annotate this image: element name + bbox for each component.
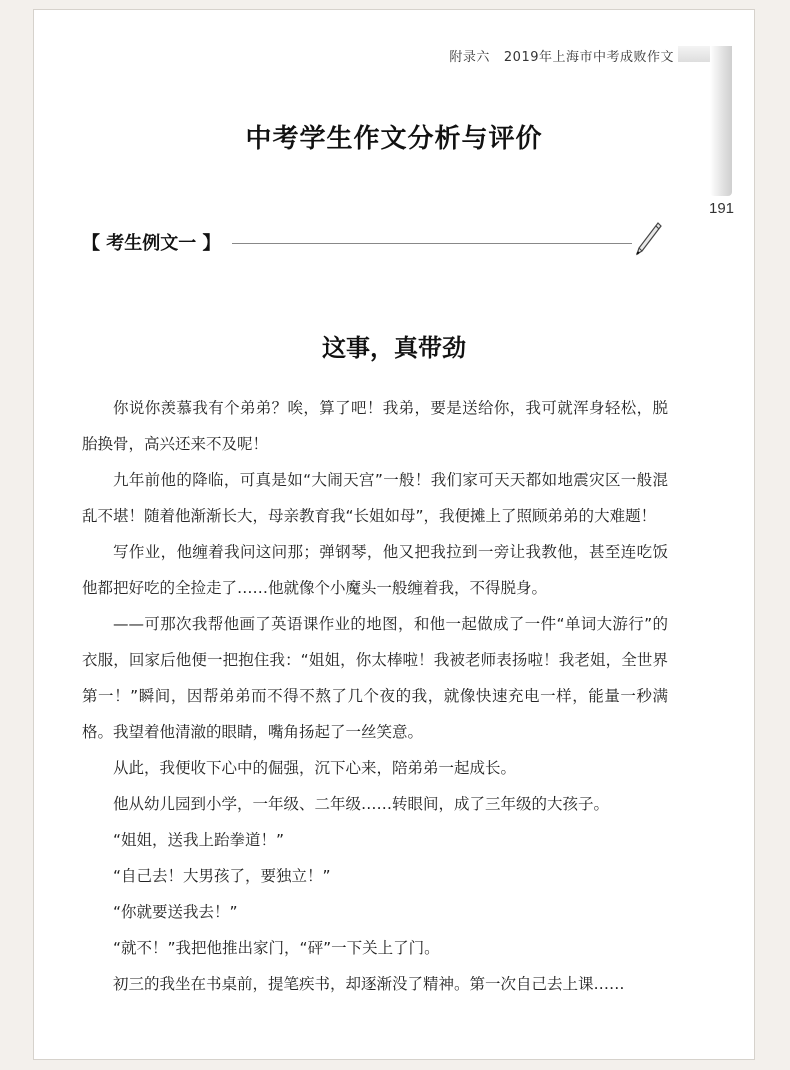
page-number: 191 xyxy=(709,200,735,217)
paragraph: 他从幼儿园到小学，一年级、二年级……转眼间，成了三年级的大孩子。 xyxy=(113,795,610,813)
section-label: 【 考生例文一 】 xyxy=(82,233,221,254)
essay-body xyxy=(82,390,668,1002)
paragraph: “你就要送我去！” xyxy=(113,903,238,921)
section-divider xyxy=(232,243,632,244)
paragraph: 你说你羡慕我有个弟弟？唉，算了吧！我弟，要是送给你，我可就浑身轻松，脱胎换骨，高兴还来不及呢！ xyxy=(82,399,668,453)
paragraph: “自己去！大男孩了，要独立！” xyxy=(113,867,331,885)
pen-icon xyxy=(634,221,662,257)
appendix-label: 附录六 xyxy=(449,50,490,65)
chapter-title: 2019年上海市中考成败作文 xyxy=(503,50,674,65)
paragraph: 从此，我便收下心中的倔强，沉下心来，陪弟弟一起成长。 xyxy=(113,759,517,777)
page-title: 中考学生作文分析与评价 xyxy=(245,124,543,154)
paragraph: 写作业，他缠着我问这问那；弹钢琴，他又把我拉到一旁让我教他，甚至连吃饭他都把好吃的全捡走了……他就像个小魔头一般缠着我，不得脱身。 xyxy=(82,543,668,597)
essay-title: 这事，真带劲 xyxy=(322,333,466,362)
paragraph: 初三的我坐在书桌前，提笔疾书，却逐渐没了精神。第一次自己去上课…… xyxy=(113,975,625,993)
book-page xyxy=(33,9,755,1060)
paragraph: ——可那次我帮他画了英语课作业的地图，和他一起做成了一件“单词大游行”的衣服，回家后他便一把抱住我：“姐姐，你太棒啦！我被老师表扬啦！我老姐，全世界第一！”瞬间，因帮弟弟而不得不熬了几个夜的我，就像快速充电一样，能量一秒满格。我望着他清澈的眼睛，嘴角扬起了一丝笑意。 xyxy=(82,615,668,741)
paragraph: “姐姐，送我上跆拳道！” xyxy=(113,831,285,849)
paragraph: 九年前他的降临，可真是如“大闹天宫”一般！我们家可天天都如地震灾区一般混乱不堪！随着他渐渐长大，母亲教育我“长姐如母”，我便摊上了照顾弟弟的大难题！ xyxy=(82,471,668,525)
running-header xyxy=(449,46,674,65)
paragraph: “就不！”我把他推出家门，“砰”一下关上了门。 xyxy=(113,939,440,957)
